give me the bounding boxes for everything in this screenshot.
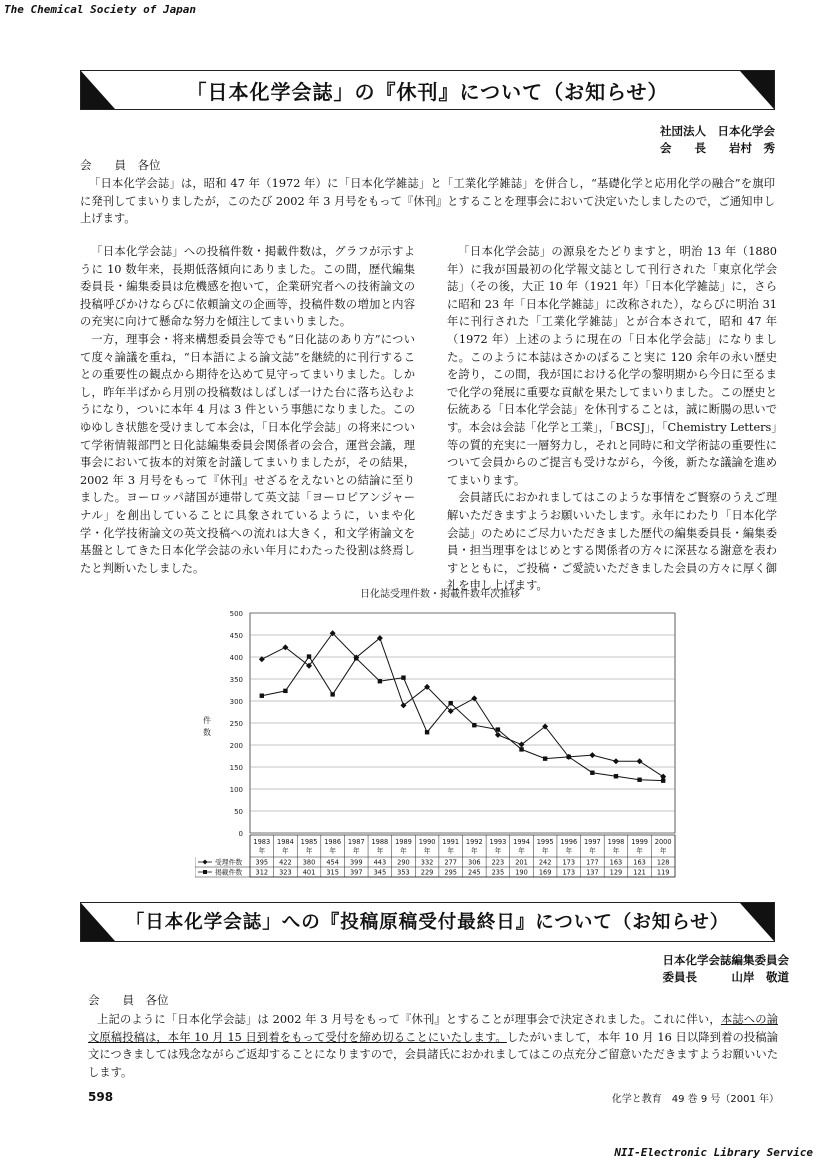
point-square bbox=[260, 694, 264, 698]
point-square bbox=[378, 679, 382, 683]
table-value: 119 bbox=[656, 868, 670, 877]
notice-title: 「日本化学会誌」の『休刊』について（お知らせ） bbox=[186, 80, 669, 104]
table-value: 137 bbox=[586, 868, 599, 877]
x-tick-suffix: 年 bbox=[636, 847, 643, 855]
table-value: 229 bbox=[420, 868, 434, 877]
table-value: 277 bbox=[444, 858, 457, 867]
table-value: 380 bbox=[302, 858, 316, 867]
table-value: 312 bbox=[255, 868, 269, 877]
point-square bbox=[307, 654, 311, 658]
x-tick-suffix: 年 bbox=[329, 847, 336, 855]
table-value: 128 bbox=[656, 858, 670, 867]
notice-signature bbox=[660, 123, 775, 157]
x-tick-label: 1986 bbox=[324, 838, 342, 846]
journal-citation: 化学と教育 49 巻 9 号（2001 年） bbox=[611, 1094, 779, 1105]
table-value: 397 bbox=[349, 868, 363, 877]
series-line-2 bbox=[262, 657, 663, 781]
x-tick-suffix: 年 bbox=[352, 847, 360, 855]
x-tick-suffix: 年 bbox=[589, 847, 596, 855]
line-chart bbox=[195, 605, 685, 887]
point-diamond bbox=[637, 758, 643, 764]
x-tick-suffix: 年 bbox=[565, 847, 573, 855]
x-tick-suffix: 年 bbox=[423, 847, 431, 855]
series-line-1 bbox=[262, 633, 663, 776]
right-column bbox=[447, 243, 777, 595]
y-axis-label: 数 bbox=[203, 728, 211, 737]
table-value: 353 bbox=[397, 868, 410, 877]
y-tick-label: 400 bbox=[229, 654, 243, 662]
point-square bbox=[283, 689, 287, 693]
point-square bbox=[472, 723, 476, 727]
table-value: 332 bbox=[420, 858, 434, 867]
right-paragraph-1: 「日本化学会誌」の源泉をたどりますと，明治 13 年（1880 年）に我が国最初の化学報文誌として刊行された「東京化学会誌」（その後，大正 10 年（1921 年）「日本化学雑誌」に，さらに昭和 23 年「日本化学雑誌」に改称された），ならびに明治 31 年に刊行された「工業化学雑誌」とが合本されて，昭和 47 年（1972 年）上述のように現在の「日本化学会誌」になりました。このように本誌はさかのぼること実に 120 余年の永い歴史を誇り，この間，我が国における化学の黎明期から今日に至るまで化学の発展に重要な貢献を果たしてまいりました。この歴史と伝統ある「日本化学会誌」を休刊することは，誠に断腸の思いです。本会は会誌「化学と工業」，「BCSJ」，「Chemistry Letters」等の質的充実に一層努力し，それと同時に和文学術誌の重要性について会員からのご提言も受けながら，今後，新たな議論を進めてまいります。 bbox=[447, 245, 777, 487]
signature-president: 会 長 岩村 秀 bbox=[660, 141, 775, 155]
table-value: 190 bbox=[515, 868, 528, 877]
table-value: 399 bbox=[349, 858, 363, 867]
y-axis-label: 件 bbox=[203, 716, 211, 725]
table-value: 323 bbox=[279, 868, 292, 877]
x-tick-label: 1990 bbox=[418, 838, 436, 846]
y-tick-label: 450 bbox=[229, 632, 243, 640]
table-value: 295 bbox=[444, 868, 457, 877]
x-tick-suffix: 年 bbox=[400, 847, 407, 855]
point-square bbox=[401, 675, 405, 679]
left-column bbox=[80, 243, 415, 577]
left-paragraph-1: 「日本化学会誌」への投稿件数・掲載件数は，グラフが示すように 10 数年来，長期低落傾向にありました。この間，歴代編集委員長・編集委員は危機感を抱いて，企業研究者への技術論文の投稿呼びかけならびに依頼論文の企画等，投稿件数の増加と内容の充実に向けて懸命な努力を傾注してまいりました。 bbox=[80, 245, 415, 329]
signature2-org: 日本化学会誌編集委員会 bbox=[662, 953, 789, 967]
table-value: 401 bbox=[302, 868, 316, 877]
table-value: 290 bbox=[397, 858, 410, 867]
table-value: 121 bbox=[633, 868, 646, 877]
notice2-body-b: したがいまして，本年 10 月 16 日以降到着の投稿論文につきましては残念ながらご返却することになりますので，会員諸氏におかれましてはこの点充分ご留意いただきますようお願いいたします。 bbox=[88, 1030, 778, 1079]
right-paragraph-2: 会員諸氏におかれましてはこのような事情をご賢察のうえご理解いただきますようお願いいたします。永年にわたり「日本化学会誌」のためにご尽力いただきました歴代の編集委員長・編集委員・担当理事をはじめとする関係者の方々に深甚なる謝意を表わすとともに，ご投稿・ご愛読いただきました会員の方々に厚く御礼を申し上げます。 bbox=[447, 491, 777, 593]
notice-title-banner bbox=[80, 70, 775, 110]
table-value: 315 bbox=[326, 868, 339, 877]
table-value: 395 bbox=[255, 858, 269, 867]
table-value: 345 bbox=[373, 868, 387, 877]
x-tick-suffix: 年 bbox=[258, 847, 266, 855]
table-value: 223 bbox=[491, 858, 505, 867]
x-tick-suffix: 年 bbox=[659, 847, 667, 855]
table-value: 235 bbox=[491, 868, 505, 877]
x-tick-label: 1999 bbox=[631, 838, 648, 846]
notice2-title: 「日本化学会誌」への『投稿原稿受付最終日』について（お知らせ） bbox=[125, 912, 730, 933]
point-square bbox=[519, 747, 523, 751]
y-tick-label: 50 bbox=[234, 808, 243, 816]
x-tick-suffix: 年 bbox=[518, 847, 525, 855]
intro-paragraph: 「日本化学会誌」は，昭和 47 年（1972 年）に「日本化学雑誌」と「工業化学雑誌」を併合し，“基礎化学と応用化学の融合”を旗印に発刊してまいりましたが，このたび 2002 年 3 月号をもって『休刊』とすることを理事会において決定いたしましたので，ご通知申し上げます。 bbox=[80, 177, 775, 226]
point-square bbox=[496, 727, 500, 731]
salutation-2: 会 員 各位 bbox=[88, 993, 169, 1007]
x-tick-label: 1988 bbox=[371, 838, 389, 846]
table-value: 173 bbox=[562, 858, 576, 867]
point-square bbox=[543, 756, 547, 760]
point-square bbox=[330, 692, 334, 696]
x-tick-label: 1991 bbox=[442, 838, 460, 846]
x-tick-label: 1989 bbox=[395, 838, 412, 846]
point-square bbox=[448, 701, 452, 705]
table-value: 454 bbox=[326, 858, 339, 867]
table-value: 163 bbox=[633, 858, 646, 867]
y-tick-label: 100 bbox=[229, 786, 243, 794]
table-value: 245 bbox=[468, 868, 481, 877]
point-square bbox=[590, 771, 594, 775]
x-tick-suffix: 年 bbox=[282, 847, 289, 855]
table-value: 169 bbox=[538, 868, 552, 877]
page-number: 598 bbox=[88, 1090, 114, 1104]
table-value: 129 bbox=[609, 868, 623, 877]
notice2-title-banner bbox=[80, 902, 775, 942]
notice2-signature bbox=[663, 952, 790, 986]
x-tick-label: 1996 bbox=[560, 838, 578, 846]
x-tick-suffix: 年 bbox=[471, 847, 478, 855]
point-square bbox=[661, 778, 665, 782]
legend-label: 掲載件数 bbox=[215, 868, 243, 877]
y-tick-label: 0 bbox=[238, 830, 243, 838]
table-value: 242 bbox=[538, 858, 552, 867]
notice2-body-a: 上記のように「日本化学会誌」は 2002 年 3 月号をもって『休刊』とすることが理事会で決定されました。これに伴い， bbox=[97, 1013, 721, 1026]
notice2-body bbox=[88, 1011, 778, 1081]
legend-label: 受理件数 bbox=[215, 858, 243, 867]
x-tick-suffix: 年 bbox=[494, 847, 502, 855]
y-tick-label: 150 bbox=[229, 764, 243, 772]
x-tick-label: 1995 bbox=[536, 838, 554, 846]
signature2-chair: 委員長 山岸 敬道 bbox=[662, 970, 789, 984]
x-tick-label: 1985 bbox=[300, 838, 318, 846]
point-square bbox=[354, 656, 358, 660]
legend-diamond bbox=[203, 860, 208, 865]
point-square bbox=[425, 730, 429, 734]
x-tick-suffix: 年 bbox=[541, 847, 549, 855]
notice2-body-underlined: 本誌への論文原稿投稿は，本年 10 月 15 日到着をもって受付を締め切ることにいたします。 bbox=[88, 1013, 778, 1044]
y-tick-label: 250 bbox=[229, 720, 243, 728]
left-paragraph-2: 一方，理事会・将来構想委員会等でも“日化誌のあり方”について度々論議を重ね，“日本語による論文誌”を継続的に刊行することの重要性の観点から期待を込めて見守ってまいりました。しかし，昨年半ばから月別の投稿数はしばしば一けた台に落ち込むようになり，ついに本年 4 月は 3 件という事態になりました。このゆゆしき状態を受けまして本会は，「日本化学会誌」の将来について学術情報部門と日化誌編集委員会関係者の会合，運営会議，理事会において抜本的対策を討議してまいりましたが，その結果，2002 年 3 月号をもって『休刊』せざるをえないとの結論に至りました。ヨーロッパ諸国が連帯して英文誌「ヨーロピアンジャーナル」を創出していることに具象されているように，いまや化学・化学技術論文の英文投稿への流れは大きく，和文学術論文を基盤としてきた日本化学会誌の永い年月にわたった役割は終焉したと判断いたしました。 bbox=[80, 332, 415, 575]
x-tick-label: 1997 bbox=[583, 838, 601, 846]
point-diamond bbox=[589, 752, 595, 758]
x-tick-suffix: 年 bbox=[612, 847, 620, 855]
x-tick-label: 1994 bbox=[513, 838, 530, 846]
table-value: 163 bbox=[609, 858, 623, 867]
x-tick-label: 1983 bbox=[253, 838, 271, 846]
x-tick-label: 1998 bbox=[607, 838, 625, 846]
table-value: 306 bbox=[468, 858, 481, 867]
x-tick-label: 1993 bbox=[489, 838, 507, 846]
point-square bbox=[614, 774, 618, 778]
x-tick-label: 1984 bbox=[277, 838, 294, 846]
y-tick-label: 350 bbox=[229, 676, 243, 684]
x-tick-suffix: 年 bbox=[376, 847, 384, 855]
chart-title: 日化誌受理件数・掲載件数年次推移 bbox=[360, 589, 520, 600]
signature-org: 社団法人 日本化学会 bbox=[660, 124, 775, 138]
x-tick-suffix: 年 bbox=[305, 847, 313, 855]
y-tick-label: 500 bbox=[229, 610, 243, 618]
x-tick-label: 2000 bbox=[654, 838, 672, 846]
table-value: 201 bbox=[515, 858, 528, 867]
x-tick-suffix: 年 bbox=[447, 847, 454, 855]
y-tick-label: 300 bbox=[229, 698, 243, 706]
table-value: 177 bbox=[586, 858, 599, 867]
table-value: 443 bbox=[373, 858, 387, 867]
point-square bbox=[567, 755, 571, 759]
society-header: The Chemical Society of Japan bbox=[4, 3, 197, 16]
y-tick-label: 200 bbox=[229, 742, 243, 750]
point-diamond bbox=[495, 732, 501, 738]
legend-square bbox=[203, 870, 207, 874]
table-value: 422 bbox=[279, 858, 292, 867]
library-service: NII-Electronic Library Service bbox=[614, 1146, 813, 1159]
point-diamond bbox=[613, 758, 619, 764]
point-diamond bbox=[471, 695, 477, 701]
x-tick-label: 1987 bbox=[347, 838, 365, 846]
point-square bbox=[637, 778, 641, 782]
salutation: 会 員 各位 bbox=[80, 158, 161, 172]
x-tick-label: 1992 bbox=[465, 838, 483, 846]
table-value: 173 bbox=[562, 868, 576, 877]
